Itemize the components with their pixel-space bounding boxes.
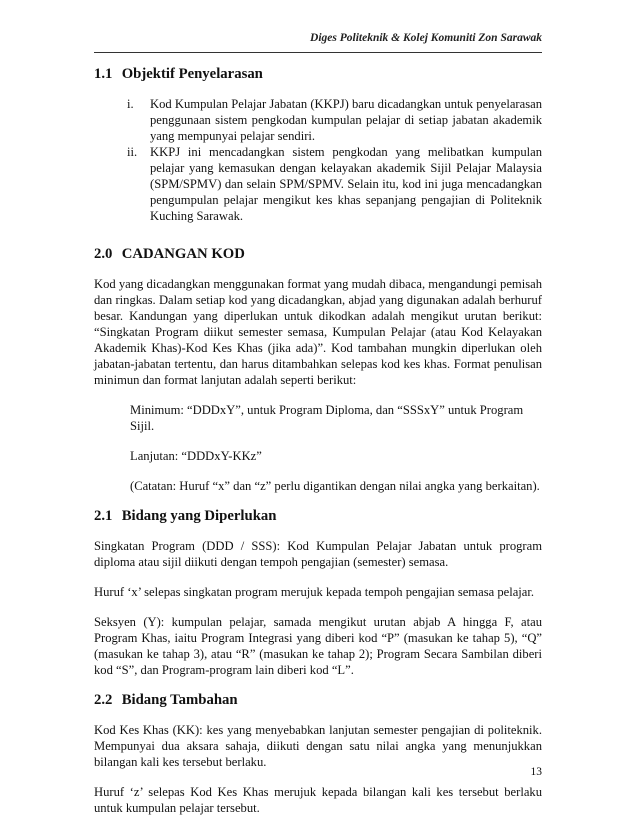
section-title: CADANGAN KOD [121,246,245,262]
list-item-text: KKPJ ini mencadangkan sistem pengkodan yang melibatkan kumpulan pelajar yang kemasukan dengan kelayakan akademik Sijil Pelajar Malaysia (SPM/SPMV) dan selain SPM/SPMV. Selain itu, kod ini juga mencadangkan pengumpulan pelajar mengikut kes khas sepanjang pengajian di Politeknik Kuching Sarawak. [150,145,542,223]
body-paragraph: Huruf ‘z’ selepas Kod Kes Khas merujuk kepada bilangan kali kes tersebut berlaku untuk kumpulan pelajar tersebut. [94,785,542,815]
objective-list [94,96,542,224]
list-item [94,144,542,224]
format-lanjutan: Lanjutan: “DDDxY-KKz” [130,449,262,463]
body-paragraph: Seksyen (Y): kumpulan pelajar, samada mengikut urutan abjab A hingga F, atau Program Khas, iaitu Program Integrasi yang diberi kod “P” (masukan ke tahap 5), “Q” (masukan ke tahap 3), atau “R” (masukan ke tahap 2); Program Secara Sambilan diberi kod “S”, dan Program-program lain diberi kod “L”. [94,615,542,677]
page-body [94,66,542,816]
section-heading-1-1 [94,66,542,82]
section-heading-2-0 [94,246,542,262]
section-heading-2-1 [94,508,542,524]
section-number: 2.1 [94,508,113,524]
running-header: Diges Politeknik & Kolej Komuniti Zon Sarawak [310,32,542,44]
page-number: 13 [530,766,542,778]
format-note: (Catatan: Huruf “x” dan “z” perlu digantikan dengan nilai angka yang berkaitan). [130,479,540,493]
body-paragraph: Singkatan Program (DDD / SSS): Kod Kumpulan Pelajar Jabatan untuk program diploma atau sijil diikuti dengan tempoh pengajian (semester) semasa. [94,539,542,569]
list-marker: i. [127,97,134,111]
section-number: 2.2 [94,692,113,708]
body-paragraph: Huruf ‘x’ selepas singkatan program merujuk kepada tempoh pengajian semasa pelajar. [94,585,535,599]
section-title: Bidang yang Diperlukan [121,508,277,524]
section-number: 1.1 [94,66,113,82]
body-paragraph: Kod Kes Khas (KK): kes yang menyebabkan lanjutan semester pengajian di politeknik. Mempunyai dua aksara sahaja, diikuti dengan satu nilai angka yang menunjukkan bilangan kali kes tersebut berlaku. [94,723,542,769]
list-item [94,96,542,144]
body-paragraph: Kod yang dicadangkan menggunakan format yang mudah dibaca, mengandungi pemisah dan ringkas. Dalam setiap kod yang dicadangkan, abjad yang digunakan adalah berhuruf besar. Kandungan yang diperlukan untuk dikodkan adalah mengikut urutan berikut: “Singkatan Program diikut semester semasa, Kumpulan Pelajar (atau Kod Kelayakan Akademik Khas)-Kod Kes Khas (jika ada)”. Kod tambahan mungkin diperlukan oleh jabatan-jabatan tertentu, dan harus ditambahkan selepas kod kes khas. Format penulisan minimun dan format lanjutan adalah seperti berikut: [94,277,542,387]
format-minimum: Minimum: “DDDxY”, untuk Program Diploma, dan “SSSxY” untuk Program Sijil. [130,403,524,433]
section-title: Objektif Penyelarasan [121,66,263,82]
section-heading-2-2 [94,692,542,708]
list-marker: ii. [127,145,138,159]
section-number: 2.0 [94,246,113,262]
section-title: Bidang Tambahan [121,692,238,708]
list-item-text: Kod Kumpulan Pelajar Jabatan (KKPJ) baru dicadangkan untuk penyelarasan penggunaan sistem pengkodan kumpulan pelajar di setiap jabatan akademik yang mempunyai pelajar sendiri. [150,97,542,143]
header-rule [94,52,542,53]
